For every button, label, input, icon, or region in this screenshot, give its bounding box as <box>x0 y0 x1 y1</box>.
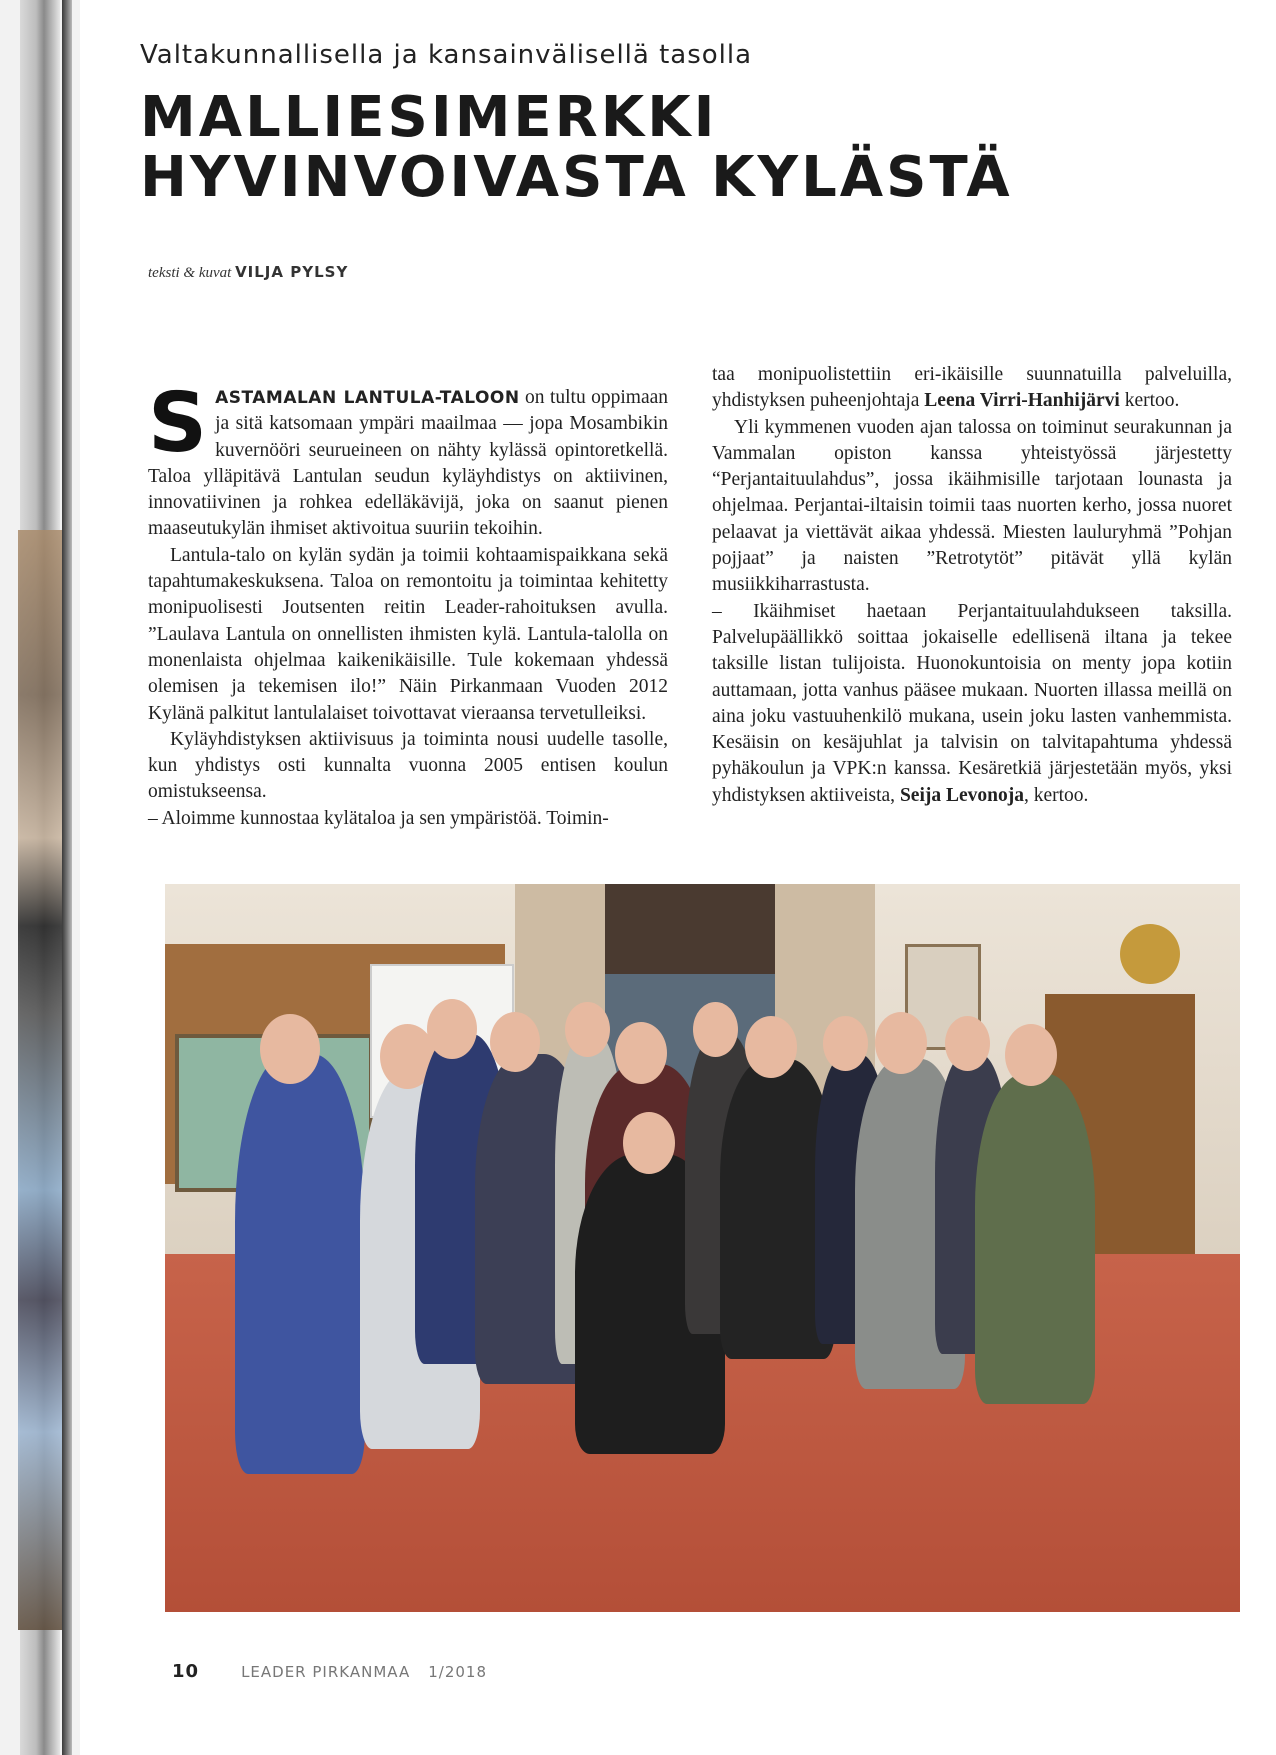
byline-label: teksti & kuvat <box>148 265 232 281</box>
paragraph <box>712 362 1232 415</box>
paragraph: Yli kymmenen vuoden ajan talossa on toiminut seurakunnan ja Vammalan opiston kanssa yhteistyössä järjestetty “Perjantaituulahdus”, jossa ikäihmisille tarjotaan lounasta ja ohjelmaa. Perjantai-iltaisin toimii taas nuorten kerho, jossa nuoret pelaavat ja viettävät aikaa yhdessä. Miesten lauluryhmä ”Pohjan pojjaat” ja naisten ”Retrotytöt” pitävät yllä kylän musiikkiharrastusta. <box>712 416 1232 596</box>
paragraph <box>712 599 1232 809</box>
photo-person-head <box>623 1112 675 1174</box>
text-span: kertoo. <box>1119 390 1180 412</box>
group-photo <box>165 884 1240 1612</box>
photo-person-head <box>875 1012 927 1074</box>
photo-person-head <box>565 1002 610 1057</box>
photo-person-head <box>490 1012 540 1072</box>
byline <box>148 263 348 282</box>
paragraph-lead <box>148 376 669 543</box>
photo-globe <box>1120 924 1180 984</box>
photo-person-head <box>260 1014 320 1084</box>
paragraph: Kyläyhdistyksen aktiivisuus ja toiminta nousi uudelle tasolle, kun yhdistys osti kunnalta vuonna 2005 entisen koulun omistukseensa. <box>148 728 668 803</box>
publication-name: LEADER PIRKANMAA <box>241 1663 411 1681</box>
article-kicker: Valtakunnallisella ja kansainvälisellä tasolla <box>140 40 753 70</box>
issue-number: 1/2018 <box>428 1663 487 1681</box>
byline-author: VILJA PYLSY <box>235 263 349 281</box>
page-edge-shadow <box>62 0 72 1755</box>
adjacent-pages-spine <box>0 0 80 1755</box>
lead-text: on tultu oppimaan ja sitä katsomaan ympäri maailmaa — jopa Mosambikin kuvernööri seurueineen on nähty kylässä opintoretkellä. Taloa ylläpitävä Lantulan seudun kyläyhdistys on aktiivinen, innovatiivinen ja rohkea edelläkävijä, joka on saanut pienen maaseutukylän ihmiset aktivoitua suuriin tekoihin. <box>148 387 669 540</box>
page-number: 10 <box>172 1661 200 1682</box>
photo-person <box>235 1054 365 1474</box>
page-footer <box>172 1661 487 1682</box>
photo-person-head <box>427 999 477 1059</box>
photo-person-head <box>1005 1024 1057 1086</box>
lead-caps: ASTAMALAN LANTULA-TALOON <box>215 388 520 408</box>
left-text-column <box>148 376 669 832</box>
drop-cap: S <box>148 376 208 471</box>
paragraph: – Aloimme kunnostaa kylätaloa ja sen ympäristöä. Toimin- <box>148 807 609 829</box>
photo-person-head <box>693 1002 738 1057</box>
photo-person-head <box>823 1016 868 1071</box>
photo-person-head <box>615 1022 667 1084</box>
headline-line-2: HYVINVOIVASTA KYLÄSTÄ <box>140 145 1013 210</box>
headline-line-1: MALLIESIMERKKI <box>140 85 718 150</box>
person-name: Seija Levonoja <box>899 784 1024 806</box>
right-text-column <box>712 362 1232 809</box>
text-span: – Ikäihmiset haetaan Perjantaituulahdukseen taksilla. Palvelupäällikkö soittaa jokaiselle edellisenä iltana ja tekee taksille listan tulijoista. Huonokuntoisia on menty jopa kotiin auttamaan, jotta vanhus pääsee mukaan. Nuorten illassa meillä on aina joku vastuuhenkilö mukana, usein joku lasten vanhemmista. Kesäisin on kesäjuhlat ja talvisin on talvitapahtuma yhdessä pyhäkoulun ja VPK:n kanssa. Kesäretkiä järjestetään myös, yksi yhdistyksen aktiiveista, <box>712 600 1232 806</box>
photo-person-head <box>745 1016 797 1078</box>
photo-dark-panel <box>605 884 775 974</box>
text-span: , kertoo. <box>1023 784 1089 806</box>
adjacent-page-photo-edge <box>18 530 68 1630</box>
text-span: taa monipuolistettiin eri-ikäisille suunnatuilla palveluilla, yhdistyksen puheenjohtaja <box>712 364 1232 412</box>
photo-person-head <box>945 1016 990 1071</box>
article-headline <box>140 85 1013 210</box>
paragraph: Lantula-talo on kylän sydän ja toimii kohtaamispaikkana sekä tapahtumakeskuksena. Taloa on remontoitu ja toimintaa kehitetty monipuolisesti Joutsenten reitin Leader-rahoituksen avulla. ”Laulava Lantula on onnellisten ihmisten kylä. Lantula-talolla on monenlaista ohjelmaa kaikenikäisille. Tule kokemaan yhdessä olemisen ja tekemisen ilo!” Näin Pirkanmaan Vuoden 2012 Kylänä palkitut lantulalaiset toivottavat vieraansa tervetulleiksi. <box>148 544 668 724</box>
photo-person <box>975 1074 1095 1404</box>
person-name: Leena Virri-Hanhijärvi <box>924 390 1120 412</box>
